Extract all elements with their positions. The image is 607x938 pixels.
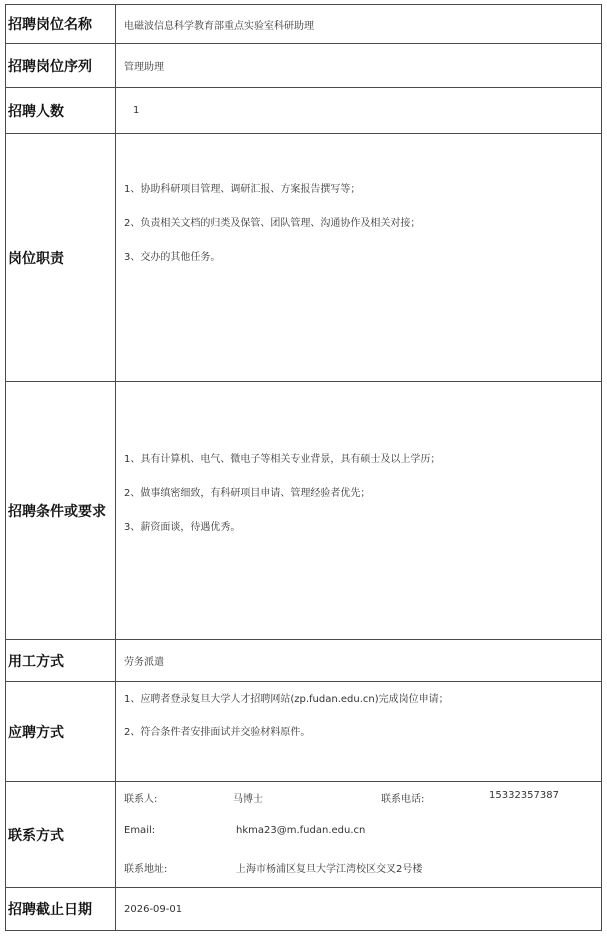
duty-item: 3、交办的其他任务。 bbox=[124, 252, 221, 263]
application-item: 1、应聘者登录复旦大学人才招聘网站(zp.fudan.edu.cn)完成岗位申请； bbox=[124, 694, 449, 705]
row-employment-type bbox=[6, 639, 601, 681]
headcount-label: 招聘人数 bbox=[6, 88, 116, 133]
contact-person-value: 马博士 bbox=[233, 794, 263, 805]
requirement-item: 3、薪资面谈，待遇优秀。 bbox=[124, 522, 241, 533]
requirement-item: 1、具有计算机、电气、微电子等相关专业背景，具有硕士及以上学历； bbox=[124, 454, 441, 465]
requirements-list bbox=[116, 382, 601, 639]
application-item: 2、符合条件者安排面试并交验材料原件。 bbox=[124, 727, 311, 738]
contact-email-value[interactable]: hkma23@m.fudan.edu.cn bbox=[236, 825, 366, 836]
contact-label: 联系方式 bbox=[6, 782, 116, 887]
duty-item: 1、协助科研项目管理、调研汇报、方案报告撰写等； bbox=[124, 184, 361, 195]
row-duties bbox=[6, 133, 601, 381]
position-series-label: 招聘岗位序列 bbox=[6, 44, 116, 87]
row-position-series bbox=[6, 43, 601, 87]
application-label: 应聘方式 bbox=[6, 682, 116, 781]
contact-address-label: 联系地址: bbox=[124, 864, 168, 875]
row-requirements bbox=[6, 381, 601, 639]
contact-person-label: 联系人: bbox=[124, 794, 158, 805]
requirements-label: 招聘条件或要求 bbox=[6, 382, 116, 639]
duty-item: 2、负责相关文档的归类及保管、团队管理、沟通协作及相关对接； bbox=[124, 218, 421, 229]
employment-type-label: 用工方式 bbox=[6, 640, 116, 681]
position-series-value: 管理助理 bbox=[124, 62, 164, 73]
application-list bbox=[116, 682, 601, 781]
contact-phone-label: 联系电话: bbox=[381, 794, 425, 805]
row-position-name bbox=[6, 5, 601, 43]
row-deadline bbox=[6, 887, 601, 930]
contact-phone-value: 15332357387 bbox=[489, 790, 559, 801]
duties-label: 岗位职责 bbox=[6, 134, 116, 381]
job-posting-table bbox=[5, 4, 602, 931]
contact-address-value: 上海市杨浦区复旦大学江湾校区交叉2号楼 bbox=[236, 864, 423, 875]
contact-info bbox=[116, 782, 601, 887]
row-contact bbox=[6, 781, 601, 887]
duties-list bbox=[116, 134, 601, 381]
deadline-value: 2026-09-01 bbox=[124, 903, 183, 915]
row-headcount bbox=[6, 87, 601, 133]
deadline-label: 招聘截止日期 bbox=[6, 888, 116, 930]
contact-email-label: Email: bbox=[124, 825, 156, 836]
position-name-label: 招聘岗位名称 bbox=[6, 5, 116, 43]
row-application bbox=[6, 681, 601, 781]
headcount-value: 1 bbox=[133, 105, 140, 116]
position-name-value: 电磁波信息科学教育部重点实验室科研助理 bbox=[124, 20, 314, 32]
requirement-item: 2、做事缜密细致，有科研项目申请、管理经验者优先； bbox=[124, 488, 371, 499]
employment-type-value: 劳务派遣 bbox=[124, 657, 164, 668]
